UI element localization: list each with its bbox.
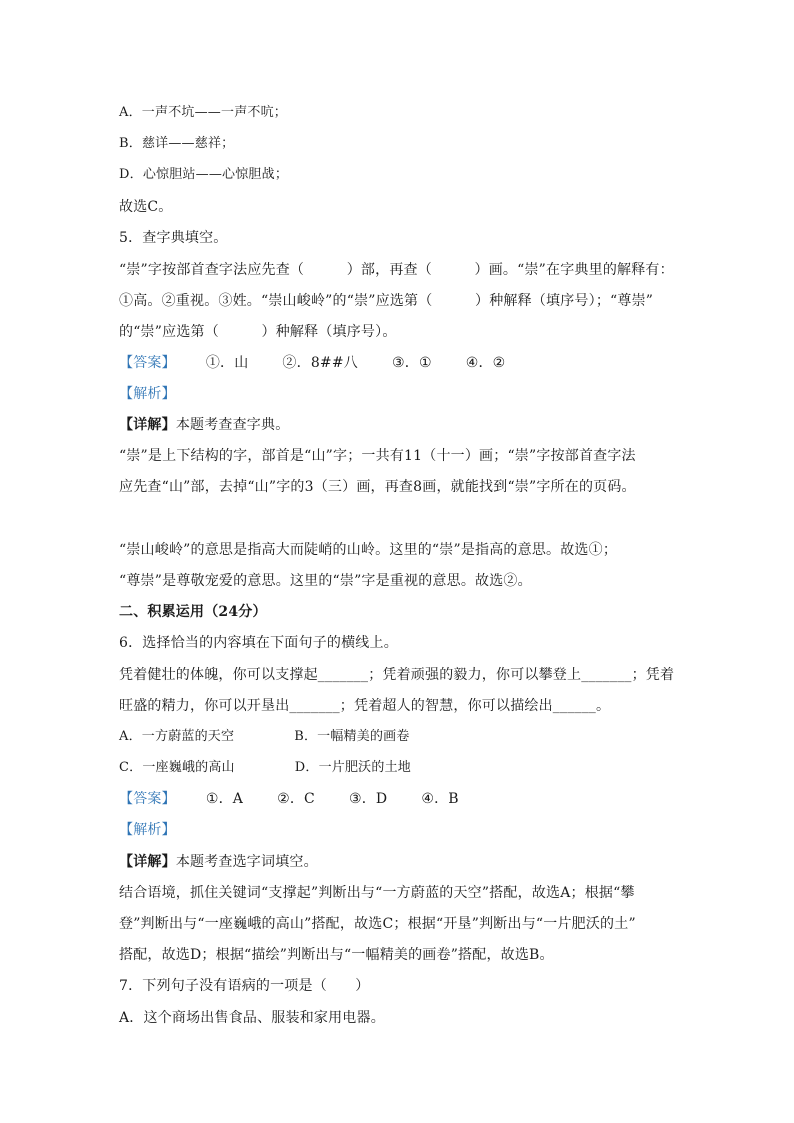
answer-row — [119, 789, 459, 809]
option-row — [119, 758, 411, 778]
question-6-title: 6．选择恰当的内容填在下面句子的横线上。 — [119, 635, 398, 651]
section-heading: 二、积累运用（24分） — [119, 604, 267, 620]
explanation-line: 结合语境，抓住关键词“支撑起”判断出与“一方蔚蓝的天空”搭配，故选A；根据“攀 — [119, 885, 635, 901]
option-row — [119, 727, 410, 747]
answer-tag: 【答案】 — [119, 355, 176, 371]
option-line: B．慈详——慈祥； — [119, 136, 235, 151]
option-b: B．一幅精美的画卷 — [294, 729, 410, 744]
option-a: A．一方蔚蓝的天空 — [119, 729, 235, 744]
question-6-text: 旺盛的精力，你可以开垦出_______；凭着超人的智慧，你可以描绘出______。 — [119, 698, 611, 714]
explanation-line: “崇”是上下结构的字，部首是“山”字；一共有11（十一）画；“崇”字按部首查字法 — [119, 448, 636, 464]
question-5-text: “崇”字按部首查字法应先查（ ）部，再查（ ）画。“崇”在字典里的解释有： — [119, 262, 674, 278]
answer-item: ③．① — [392, 355, 432, 371]
detail-line — [119, 415, 289, 435]
question-6-text: 凭着健壮的体魄，你可以支撑起_______；凭着顽强的毅力，你可以攀登上_______；凭着 — [119, 667, 675, 683]
answer-item: ②．8##八 — [282, 355, 358, 371]
detail-text: 本题考查查字典。 — [175, 417, 290, 433]
detail-tag: 【详解】 — [119, 854, 176, 870]
conclusion-line: 故选C。 — [119, 199, 173, 215]
option-line: D．心惊胆站——心惊胆战； — [119, 167, 289, 182]
explanation-line: 登”判断出与“一座巍峨的高山”搭配，故选C；根据“开垦”判断出与“一片肥沃的土” — [119, 916, 636, 932]
question-5-title: 5．查字典填空。 — [119, 230, 228, 246]
explanation-line: “崇山峻岭”的意思是指高大而陡峭的山岭。这里的“崇”是指高的意思。故选①； — [119, 542, 618, 558]
option-d: D．一片肥沃的土地 — [294, 760, 411, 775]
question-5-text: ①高。②重视。③姓。“崇山峻岭”的“崇”应选第（ ）种解释（填序号）；“尊崇” — [119, 293, 654, 309]
answer-item: ①．山 — [205, 355, 249, 371]
option-line: A．一声不坑——一声不吭； — [119, 105, 287, 120]
answer-item: ④．B — [421, 791, 459, 807]
detail-line — [119, 852, 318, 872]
answer-row — [119, 353, 505, 373]
answer-item: ④．② — [465, 355, 506, 371]
question-7-title: 7．下列句子没有语病的一项是（ ） — [119, 978, 370, 994]
question-5-text: 的“崇”应选第（ ）种解释（填序号）。 — [119, 324, 397, 340]
explanation-line: 应先查“山”部，去掉“山”字的3（三）画，再查8画，就能找到“崇”字所在的页码。 — [119, 479, 636, 495]
option-a: A．这个商场出售食品、服装和家用电器。 — [119, 1010, 385, 1026]
explanation-line: “尊崇”是尊敬宠爱的意思。这里的“崇”字是重视的意思。故选②。 — [119, 573, 532, 589]
analysis-tag: 【解析】 — [119, 386, 176, 402]
detail-text: 本题考查选字词填空。 — [175, 854, 318, 870]
answer-item: ③．D — [348, 791, 388, 807]
analysis-tag: 【解析】 — [119, 822, 176, 838]
answer-tag: 【答案】 — [119, 791, 176, 807]
answer-item: ②．C — [277, 791, 315, 807]
answer-item: ①．A — [205, 791, 244, 807]
explanation-line: 搭配，故选D；根据“描绘”判断出与“一幅精美的画卷”搭配，故选B。 — [119, 947, 554, 963]
option-c: C．一座巍峨的高山 — [119, 760, 235, 775]
detail-tag: 【详解】 — [119, 417, 176, 433]
